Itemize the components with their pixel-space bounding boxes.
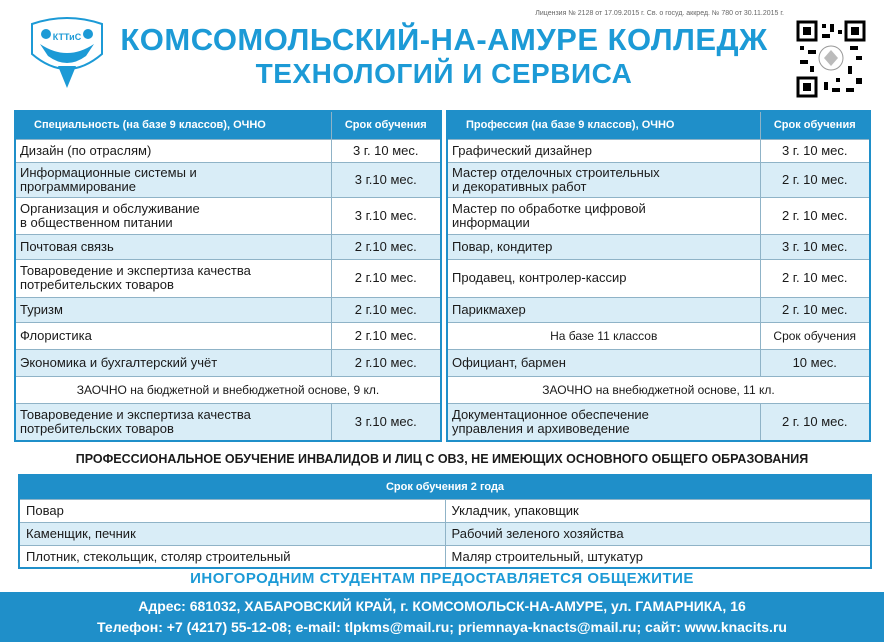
program-name-cell [15, 322, 331, 349]
program-name-cell [15, 197, 331, 234]
program-name-cell [15, 349, 331, 376]
table-row [447, 197, 870, 234]
college-title-line2: ТЕХНОЛОГИЙ И СЕРВИСА [255, 58, 633, 89]
duration-cell: 2 г.10 мес. [331, 349, 441, 376]
program-name-line: информации [452, 214, 530, 230]
program-name-cell [447, 139, 760, 162]
program-name-line: Товароведение и экспертиза качества [20, 406, 251, 422]
program-name-line: Дизайн (по отраслям) [20, 142, 152, 158]
eleven-grade-duration-header: Срок обучения [760, 322, 870, 349]
duration-cell: 3 г. 10 мес. [331, 139, 441, 162]
profession-cell: Повар [19, 499, 445, 522]
program-name-line: Информационные системы и [20, 164, 197, 180]
duration-cell: 3 г. 10 мес. [760, 139, 870, 162]
program-name-cell [15, 297, 331, 322]
profession-cell: Рабочий зеленого хозяйства [445, 522, 871, 545]
table-header-row [15, 111, 441, 139]
program-name-line: Официант, бармен [452, 354, 566, 370]
program-name-line: Туризм [20, 301, 63, 317]
profession-cell: Плотник, стекольщик, столяр строительный [19, 545, 445, 568]
table-row [15, 349, 441, 376]
college-title-line1: КОМСОМОЛЬСКИЙ-НА-АМУРЕ КОЛЛЕДЖ [120, 22, 768, 57]
program-name-cell [15, 259, 331, 297]
program-name-line: Документационное обеспечение [452, 406, 649, 422]
table-row [15, 403, 441, 441]
duration-cell: 2 г.10 мес. [331, 322, 441, 349]
duration-column-header: Срок обучения [760, 111, 870, 139]
program-name-line: Флористика [20, 327, 92, 343]
program-name-line: управления и архивоведение [452, 420, 630, 436]
table-row [15, 197, 441, 234]
eleven-grade-label: На базе 11 классов [447, 322, 760, 349]
profession-column-header: Профессия (на базе 9 классов), ОЧНО [447, 111, 760, 139]
program-name-cell [15, 403, 331, 441]
program-name-line: потребительских товаров [20, 277, 174, 292]
specialty-column-header: Специальность (на базе 9 классов), ОЧНО [15, 111, 331, 139]
program-name-line: потребительских товаров [20, 420, 174, 436]
program-name-line: и декоративных работ [452, 178, 587, 194]
college-logo [26, 14, 108, 92]
duration-cell: 2 г. 10 мес. [760, 162, 870, 197]
table-header-row [447, 111, 870, 139]
program-name-line: Повар, кондитер [452, 238, 553, 254]
duration-cell: 2 г. 10 мес. [760, 197, 870, 234]
program-name-cell [447, 259, 760, 297]
duration-column-header: Срок обучения [331, 111, 441, 139]
qr-code[interactable] [796, 20, 866, 98]
special-training-heading: ПРОФЕССИОНАЛЬНОЕ ОБУЧЕНИЕ ИНВАЛИДОВ И ЛИЦ С ОВЗ, НЕ ИМЕЮЩИХ ОСНОВНОГО ОБЩЕГО ОБРАЗОВАНИЯ [75, 452, 809, 466]
table-row [15, 139, 441, 162]
program-name-line: Почтовая связь [20, 238, 114, 254]
table-row [447, 139, 870, 162]
address-line: Адрес: 681032, ХАБАРОВСКИЙ КРАЙ, г. КОМСОМОЛЬСК-НА-АМУРЕ, ул. ГАМАРНИКА, 16 [138, 598, 746, 614]
duration-cell: 2 г. 10 мес. [760, 403, 870, 441]
duration-cell: 2 г.10 мес. [331, 259, 441, 297]
program-name-line: в общественном питании [20, 214, 173, 230]
program-name-cell [447, 403, 760, 441]
program-name-line: Организация и обслуживание [20, 200, 200, 216]
program-name-cell [15, 162, 331, 197]
program-name-line: Продавец, контролер-кассир [452, 270, 627, 285]
duration-cell: 3 г.10 мес. [331, 403, 441, 441]
table-row [447, 403, 870, 441]
logo-text: КТТиС [52, 32, 82, 42]
table-row [447, 297, 870, 322]
program-name-line: Парикмахер [452, 301, 526, 317]
license-note: Лицензия № 2128 от 17.09.2015 г. Св. о госуд. аккред. № 780 от 30.11.2015 г. [535, 10, 784, 17]
table-row [15, 259, 441, 297]
table-header-row [19, 475, 871, 499]
program-name-cell [447, 197, 760, 234]
contact-footer [0, 592, 884, 642]
duration-cell: 2 г. 10 мес. [760, 297, 870, 322]
table-row [19, 499, 871, 522]
program-name-cell [447, 349, 760, 376]
program-name-line: Экономика и бухгалтерский учёт [20, 354, 218, 370]
table-row [15, 234, 441, 259]
specialties-table [14, 110, 442, 442]
profession-cell: Каменщик, печник [19, 522, 445, 545]
table-subheader-row [15, 376, 441, 403]
table-row [447, 162, 870, 197]
contacts-line: Телефон: +7 (4217) 55-12-08; e-mail: tlpkms@mail.ru; priemnaya-knacts@mail.ru; сайт: www.knacits.ru [97, 619, 787, 635]
program-name-cell [447, 297, 760, 322]
program-name-line: Мастер отделочных строительных [452, 164, 660, 180]
table-row [447, 349, 870, 376]
table-row [19, 522, 871, 545]
program-name-line: Мастер по обработке цифровой [452, 200, 646, 216]
table-row [15, 297, 441, 322]
professions-table [446, 110, 871, 442]
table-row [15, 322, 441, 349]
table-row [447, 259, 870, 297]
duration-cell: 10 мес. [760, 349, 870, 376]
profession-cell: Маляр строительный, штукатур [445, 545, 871, 568]
duration-cell: 2 г.10 мес. [331, 297, 441, 322]
program-name-cell [15, 234, 331, 259]
program-name-line: программирование [20, 178, 136, 194]
table-subheader-row [447, 376, 870, 403]
correspondence-subheader: ЗАОЧНО на внебюджетной основе, 11 кл. [447, 376, 870, 403]
program-name-line: Товароведение и экспертиза качества [20, 263, 251, 278]
table-row [15, 162, 441, 197]
duration-cell: 3 г.10 мес. [331, 162, 441, 197]
dormitory-note: ИНОГОРОДНИМ СТУДЕНТАМ ПРЕДОСТАВЛЯЕТСЯ ОБЩЕЖИТИЕ [190, 570, 694, 587]
duration-cell: 2 г. 10 мес. [760, 259, 870, 297]
duration-cell: 3 г. 10 мес. [760, 234, 870, 259]
special-training-table [18, 474, 872, 569]
program-name-line: Графический дизайнер [452, 142, 592, 158]
table-subheader-row [447, 322, 870, 349]
program-name-cell [447, 234, 760, 259]
duration-cell: 2 г.10 мес. [331, 234, 441, 259]
correspondence-subheader: ЗАОЧНО на бюджетной и внебюджетной основе, 9 кл. [15, 376, 441, 403]
profession-cell: Укладчик, упаковщик [445, 499, 871, 522]
table-row [19, 545, 871, 568]
table-row [447, 234, 870, 259]
special-duration-header: Срок обучения 2 года [19, 475, 871, 499]
program-name-cell [447, 162, 760, 197]
duration-cell: 3 г.10 мес. [331, 197, 441, 234]
program-name-cell [15, 139, 331, 162]
